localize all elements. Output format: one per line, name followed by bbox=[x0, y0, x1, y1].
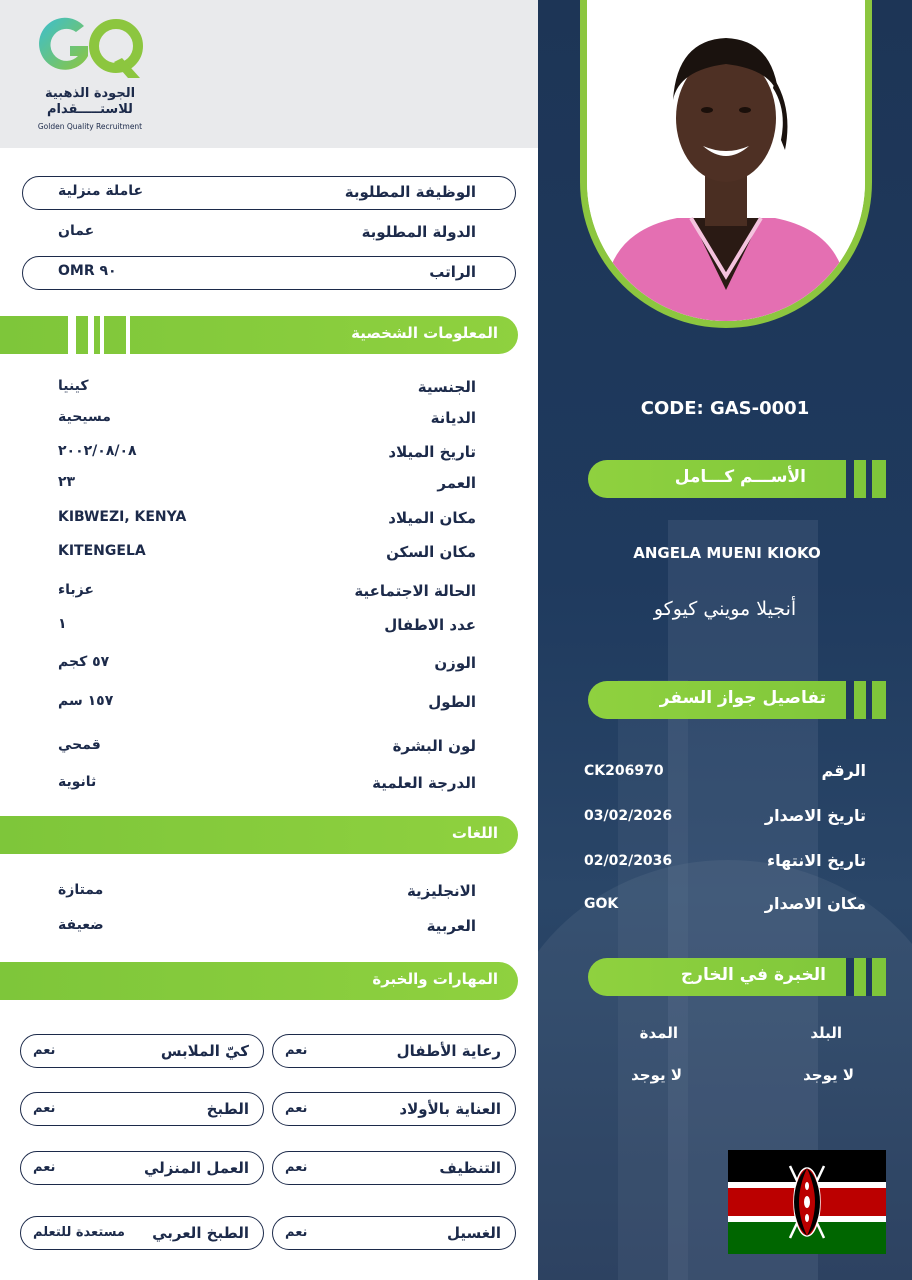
section-header-languages bbox=[0, 816, 518, 854]
personal-row bbox=[0, 691, 538, 717]
skill-label: الغسيل bbox=[446, 1224, 501, 1242]
personal-row bbox=[0, 652, 538, 678]
job-value: OMR ٩٠ bbox=[58, 263, 117, 279]
field-value: كينيا bbox=[58, 378, 89, 394]
field-value: ٢٣ bbox=[58, 474, 76, 490]
section-title: تفاصيل جواز السفر bbox=[659, 688, 826, 708]
skill-label: الطبخ العربي bbox=[152, 1224, 249, 1242]
field-label: الجنسية bbox=[417, 378, 476, 396]
skill-value: نعم bbox=[285, 1160, 308, 1175]
personal-row bbox=[0, 507, 538, 533]
job-label: الدولة المطلوبة bbox=[361, 223, 476, 241]
skill-label: الطبخ bbox=[206, 1100, 249, 1118]
candidate-photo bbox=[587, 0, 865, 321]
gq-logo-icon bbox=[36, 12, 146, 84]
field-value: ٢٠٠٢/٠٨/٠٨ bbox=[58, 443, 137, 459]
section-title: المهارات والخبرة bbox=[372, 970, 498, 988]
field-value: GOK bbox=[584, 896, 619, 912]
field-value: مسيحية bbox=[58, 409, 111, 425]
field-label: مكان السكن bbox=[386, 543, 476, 561]
job-value: عاملة منزلية bbox=[58, 183, 144, 199]
passport-row bbox=[538, 894, 912, 920]
skill-pill bbox=[272, 1216, 516, 1250]
field-label: تاريخ الاصدار bbox=[764, 806, 866, 825]
job-label: الراتب bbox=[429, 263, 476, 281]
field-label: عدد الاطفال bbox=[384, 616, 476, 634]
field-value: 02/02/2036 bbox=[584, 853, 673, 869]
personal-row bbox=[0, 614, 538, 640]
field-value: KITENGELA bbox=[58, 543, 146, 559]
logo-area bbox=[0, 0, 538, 148]
skill-label: التنظيف bbox=[439, 1159, 501, 1177]
skill-label: رعاية الأطفال bbox=[396, 1042, 501, 1060]
candidate-portrait-icon bbox=[587, 0, 865, 321]
field-label: الوزن bbox=[434, 654, 476, 672]
section-title: اللغات bbox=[451, 824, 498, 842]
language-row bbox=[0, 880, 538, 906]
section-header-passport bbox=[588, 681, 886, 719]
experience-duration-label: المدة bbox=[639, 1024, 678, 1042]
personal-row bbox=[0, 407, 538, 433]
section-title: الأســـم كـــامل bbox=[674, 467, 806, 487]
personal-row bbox=[0, 541, 538, 567]
skill-pill bbox=[20, 1151, 264, 1185]
experience-country-label: البلد bbox=[810, 1024, 842, 1042]
field-label: العربية bbox=[426, 917, 476, 935]
field-label: الانجليزية bbox=[406, 882, 476, 900]
field-label: لون البشرة bbox=[392, 737, 476, 755]
job-label: الوظيفة المطلوبة bbox=[344, 183, 476, 201]
section-title: الخبرة في الخارج bbox=[680, 965, 826, 985]
field-value: قمحي bbox=[58, 737, 101, 753]
field-value: ثانوية bbox=[58, 774, 97, 790]
personal-row bbox=[0, 735, 538, 761]
skill-value: نعم bbox=[285, 1101, 308, 1116]
field-value: ممتازة bbox=[58, 882, 104, 898]
field-value: ضعيفة bbox=[58, 917, 104, 933]
passport-row bbox=[538, 806, 912, 832]
skill-label: العناية بالأولاد bbox=[399, 1100, 501, 1118]
skill-value: نعم bbox=[33, 1160, 56, 1175]
section-header-fullname bbox=[588, 460, 886, 498]
skill-pill bbox=[272, 1034, 516, 1068]
language-row bbox=[0, 915, 538, 941]
personal-row bbox=[0, 441, 538, 467]
skill-value: نعم bbox=[285, 1043, 308, 1058]
candidate-code: CODE: GAS-0001 bbox=[640, 398, 810, 419]
job-row-salary bbox=[22, 256, 516, 290]
skill-value: نعم bbox=[33, 1043, 56, 1058]
personal-row bbox=[0, 472, 538, 498]
skill-value: نعم bbox=[33, 1101, 56, 1116]
section-header-personal bbox=[0, 316, 518, 354]
skill-label: العمل المنزلي bbox=[144, 1159, 249, 1177]
section-header-experience bbox=[588, 958, 886, 996]
section-title: المعلومات الشخصية bbox=[351, 324, 498, 342]
field-label: مكان الاصدار bbox=[764, 894, 866, 913]
skill-pill bbox=[272, 1092, 516, 1126]
field-label: الرقم bbox=[821, 761, 866, 780]
field-label: الحالة الاجتماعية bbox=[354, 582, 476, 600]
field-label: تاريخ الميلاد bbox=[388, 443, 476, 461]
job-value: عمان bbox=[58, 223, 95, 239]
passport-row bbox=[538, 761, 912, 787]
passport-row bbox=[538, 851, 912, 877]
field-value: ١ bbox=[58, 616, 67, 632]
field-value: CK206970 bbox=[584, 763, 664, 779]
personal-row bbox=[0, 772, 538, 798]
field-value: ٥٧ كجم bbox=[58, 654, 110, 670]
field-label: الدرجة العلمية bbox=[372, 774, 476, 792]
field-label: الطول bbox=[428, 693, 476, 711]
personal-row bbox=[0, 376, 538, 402]
field-label: تاريخ الانتهاء bbox=[766, 851, 866, 870]
section-header-skills bbox=[0, 962, 518, 1000]
field-value: KIBWEZI, KENYA bbox=[58, 509, 187, 525]
logo-english-text: Golden Quality Recruitment bbox=[37, 122, 143, 131]
job-row-country bbox=[22, 216, 516, 250]
field-value: ١٥٧ سم bbox=[58, 693, 114, 709]
skill-pill bbox=[20, 1092, 264, 1126]
field-label: العمر bbox=[437, 474, 476, 492]
skill-value: نعم bbox=[285, 1225, 308, 1240]
personal-row bbox=[0, 580, 538, 606]
field-label: الديانة bbox=[430, 409, 476, 427]
field-value: عزباء bbox=[58, 582, 94, 598]
experience-country-value: لا يوجد bbox=[803, 1066, 854, 1084]
candidate-name-en: ANGELA MUENI KIOKO bbox=[633, 544, 821, 562]
job-row-position bbox=[22, 176, 516, 210]
right-panel bbox=[538, 0, 912, 1280]
candidate-name-ar: أنجيلا مويني كيوكو bbox=[653, 598, 797, 620]
skill-value: مستعدة للتعلم bbox=[33, 1225, 125, 1240]
experience-duration-value: لا يوجد bbox=[631, 1066, 682, 1084]
field-value: 03/02/2026 bbox=[584, 808, 673, 824]
skill-label: كيّ الملابس bbox=[160, 1042, 249, 1060]
logo-arabic-text: الجودة الذهبية للاستـــــقدام bbox=[44, 86, 136, 117]
photo-frame bbox=[580, 0, 872, 328]
skill-pill bbox=[272, 1151, 516, 1185]
field-label: مكان الميلاد bbox=[388, 509, 476, 527]
kenya-flag-icon bbox=[728, 1150, 886, 1254]
skill-pill bbox=[20, 1216, 264, 1250]
skill-pill bbox=[20, 1034, 264, 1068]
